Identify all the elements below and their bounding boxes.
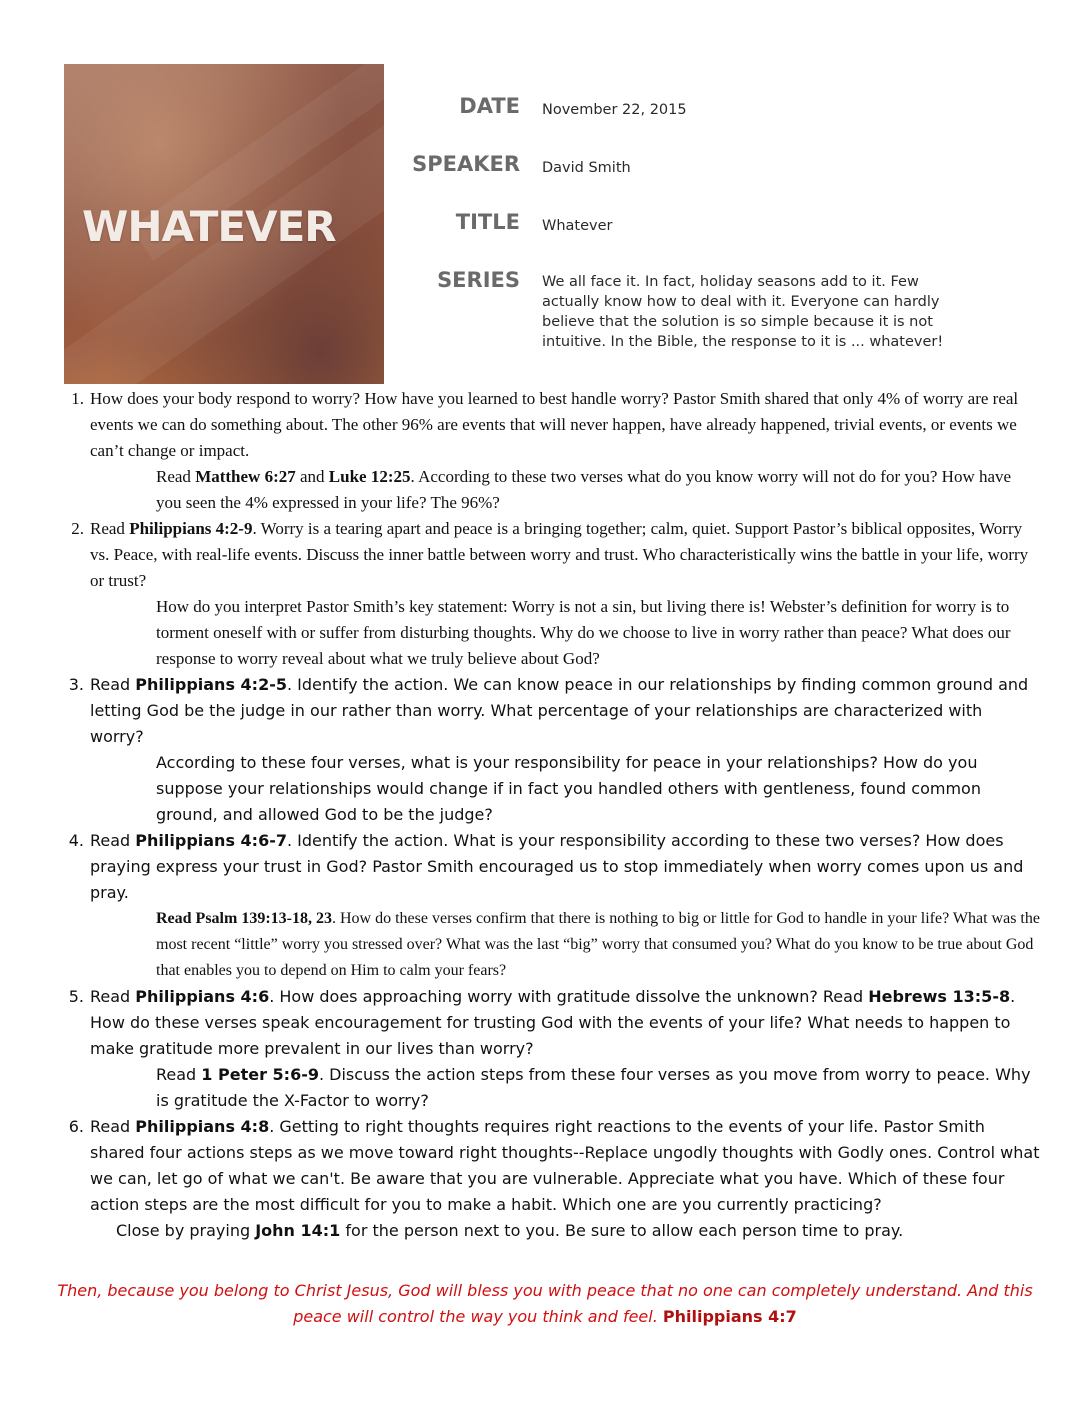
question-followup: Read Matthew 6:27 and Luke 12:25. According to these two verses what do you know worry will not do for you? How have you seen the 4% expressed in your life? The 96%?: [156, 467, 1012, 512]
banner-title: WHATEVER: [82, 202, 336, 251]
question-followup: According to these four verses, what is your responsibility for peace in your relationships? How do you suppose your relationships would change if in fact you handled others with gentleness, found common ground, and allowed God to be the judge?: [156, 753, 981, 824]
speaker-value: David Smith: [542, 160, 631, 176]
closing-verse: [40, 1278, 1050, 1330]
scripture-ref: Philippians 4:6-7: [135, 831, 287, 850]
question-number: 1.: [71, 389, 84, 408]
discussion-questions: [50, 386, 1040, 1244]
question-4: [50, 828, 1040, 984]
question-6: [50, 1114, 1040, 1244]
scripture-ref: Luke 12:25: [328, 467, 411, 486]
question-followup: Close by praying John 14:1 for the person next to you. Be sure to allow each person time to pray.: [116, 1221, 904, 1240]
scripture-ref: Philippians 4:6: [135, 987, 270, 1006]
scripture-ref: Hebrews 13:5-8: [868, 987, 1011, 1006]
question-1: [50, 386, 1040, 516]
title-label: TITLE: [455, 210, 520, 234]
scripture-ref: Philippians 4:8: [135, 1117, 270, 1136]
scripture-ref: 1 Peter 5:6-9: [201, 1065, 319, 1084]
question-number: 4.: [68, 831, 84, 850]
question-number: 5.: [68, 987, 84, 1006]
question-followup: How do you interpret Pastor Smith’s key statement: Worry is not a sin, but living there is! Webster’s definition for worry is to torment oneself with or suffer from disturbing thoughts. Why do we choose to live in worry rather than peace? What does our response to worry reveal about what we truly believe about God?: [156, 597, 1011, 668]
question-2: [50, 516, 1040, 672]
scripture-ref: Read Psalm 139:13-18, 23: [156, 910, 332, 927]
question-text: Read Philippians 4:2-5. Identify the action. We can know peace in our relationships by finding common ground and letting God be the judge in our rather than worry. What percentage of your relationships are characterized with worry?: [90, 675, 1029, 746]
question-number: 2.: [71, 519, 84, 538]
scripture-ref: Matthew 6:27: [195, 467, 296, 486]
question-followup: Read 1 Peter 5:6-9. Discuss the action steps from these four verses as you move from worry to peace. Why is gratitude the X-Factor to worry?: [156, 1065, 1031, 1110]
question-text: Read Philippians 4:6-7. Identify the action. What is your responsibility according to these two verses? How does praying express your trust in God? Pastor Smith encouraged us to stop immediately when worry comes upon us and pray.: [90, 831, 1024, 902]
question-text: How does your body respond to worry? How have you learned to best handle worry? Pastor Smith shared that only 4% of worry are real events we can do something about. The other 96% are events that will never happen, have already happened, trivial events, or events we can’t change or impact.: [90, 389, 1019, 460]
series-label: SERIES: [437, 268, 520, 292]
question-followup: Read Psalm 139:13-18, 23. How do these verses confirm that there is nothing to big or little for God to handle in your life? What was the most recent “little” worry you stressed over? What was the last “big” worry that consumed you? What do you know to be true about God that enables you to depend on Him to calm your fears?: [156, 910, 1040, 979]
speaker-label: SPEAKER: [412, 152, 520, 176]
series-banner-image: [64, 64, 384, 384]
scripture-ref: Philippians 4:2-9: [129, 519, 253, 538]
closing-verse-text: Then, because you belong to Christ Jesus, God will bless you with peace that no one can completely understand. And this peace will control the way you think and feel.: [57, 1281, 1033, 1326]
question-text: Read Philippians 4:8. Getting to right thoughts requires right reactions to the events of your life. Pastor Smith shared four actions steps as we move toward right thoughts--Replace ungodly thoughts with Godly ones. Control what we can, let go of what we can't. Be aware that you are vulnerable. Appreciate what you have. Which of these four action steps are the most difficult for you to make a habit. Which one are you currently practicing?: [90, 1117, 1040, 1214]
series-description: We all face it. In fact, holiday seasons add to it. Few actually know how to deal with it. Everyone can hardly believe that the solution is so simple because it is not intuitive. In the Bible, the response to it is ... whatever!: [542, 274, 944, 350]
question-text: Read Philippians 4:2-9. Worry is a tearing apart and peace is a bringing together; calm, quiet. Support Pastor’s biblical opposites, Worry vs. Peace, with real-life events. Discuss the inner battle between worry and trust. Who characteristically wins the battle in your life, worry or trust?: [90, 519, 1029, 590]
date-label: DATE: [459, 94, 520, 118]
question-5: [50, 984, 1040, 1114]
scripture-ref: Philippians 4:2-5: [135, 675, 287, 694]
question-3: [50, 672, 1040, 828]
scripture-ref: John 14:1: [255, 1221, 341, 1240]
title-value: Whatever: [542, 218, 613, 234]
question-number: 6.: [68, 1117, 84, 1136]
question-text: Read Philippians 4:6. How does approaching worry with gratitude dissolve the unknown? Read Hebrews 13:5-8. How do these verses speak encouragement for trusting God with the events of your life? What needs to happen to make gratitude more prevalent in our lives than worry?: [90, 987, 1016, 1058]
question-number: 3.: [68, 675, 84, 694]
closing-verse-ref: Philippians 4:7: [662, 1307, 797, 1326]
date-value: November 22, 2015: [542, 102, 687, 118]
